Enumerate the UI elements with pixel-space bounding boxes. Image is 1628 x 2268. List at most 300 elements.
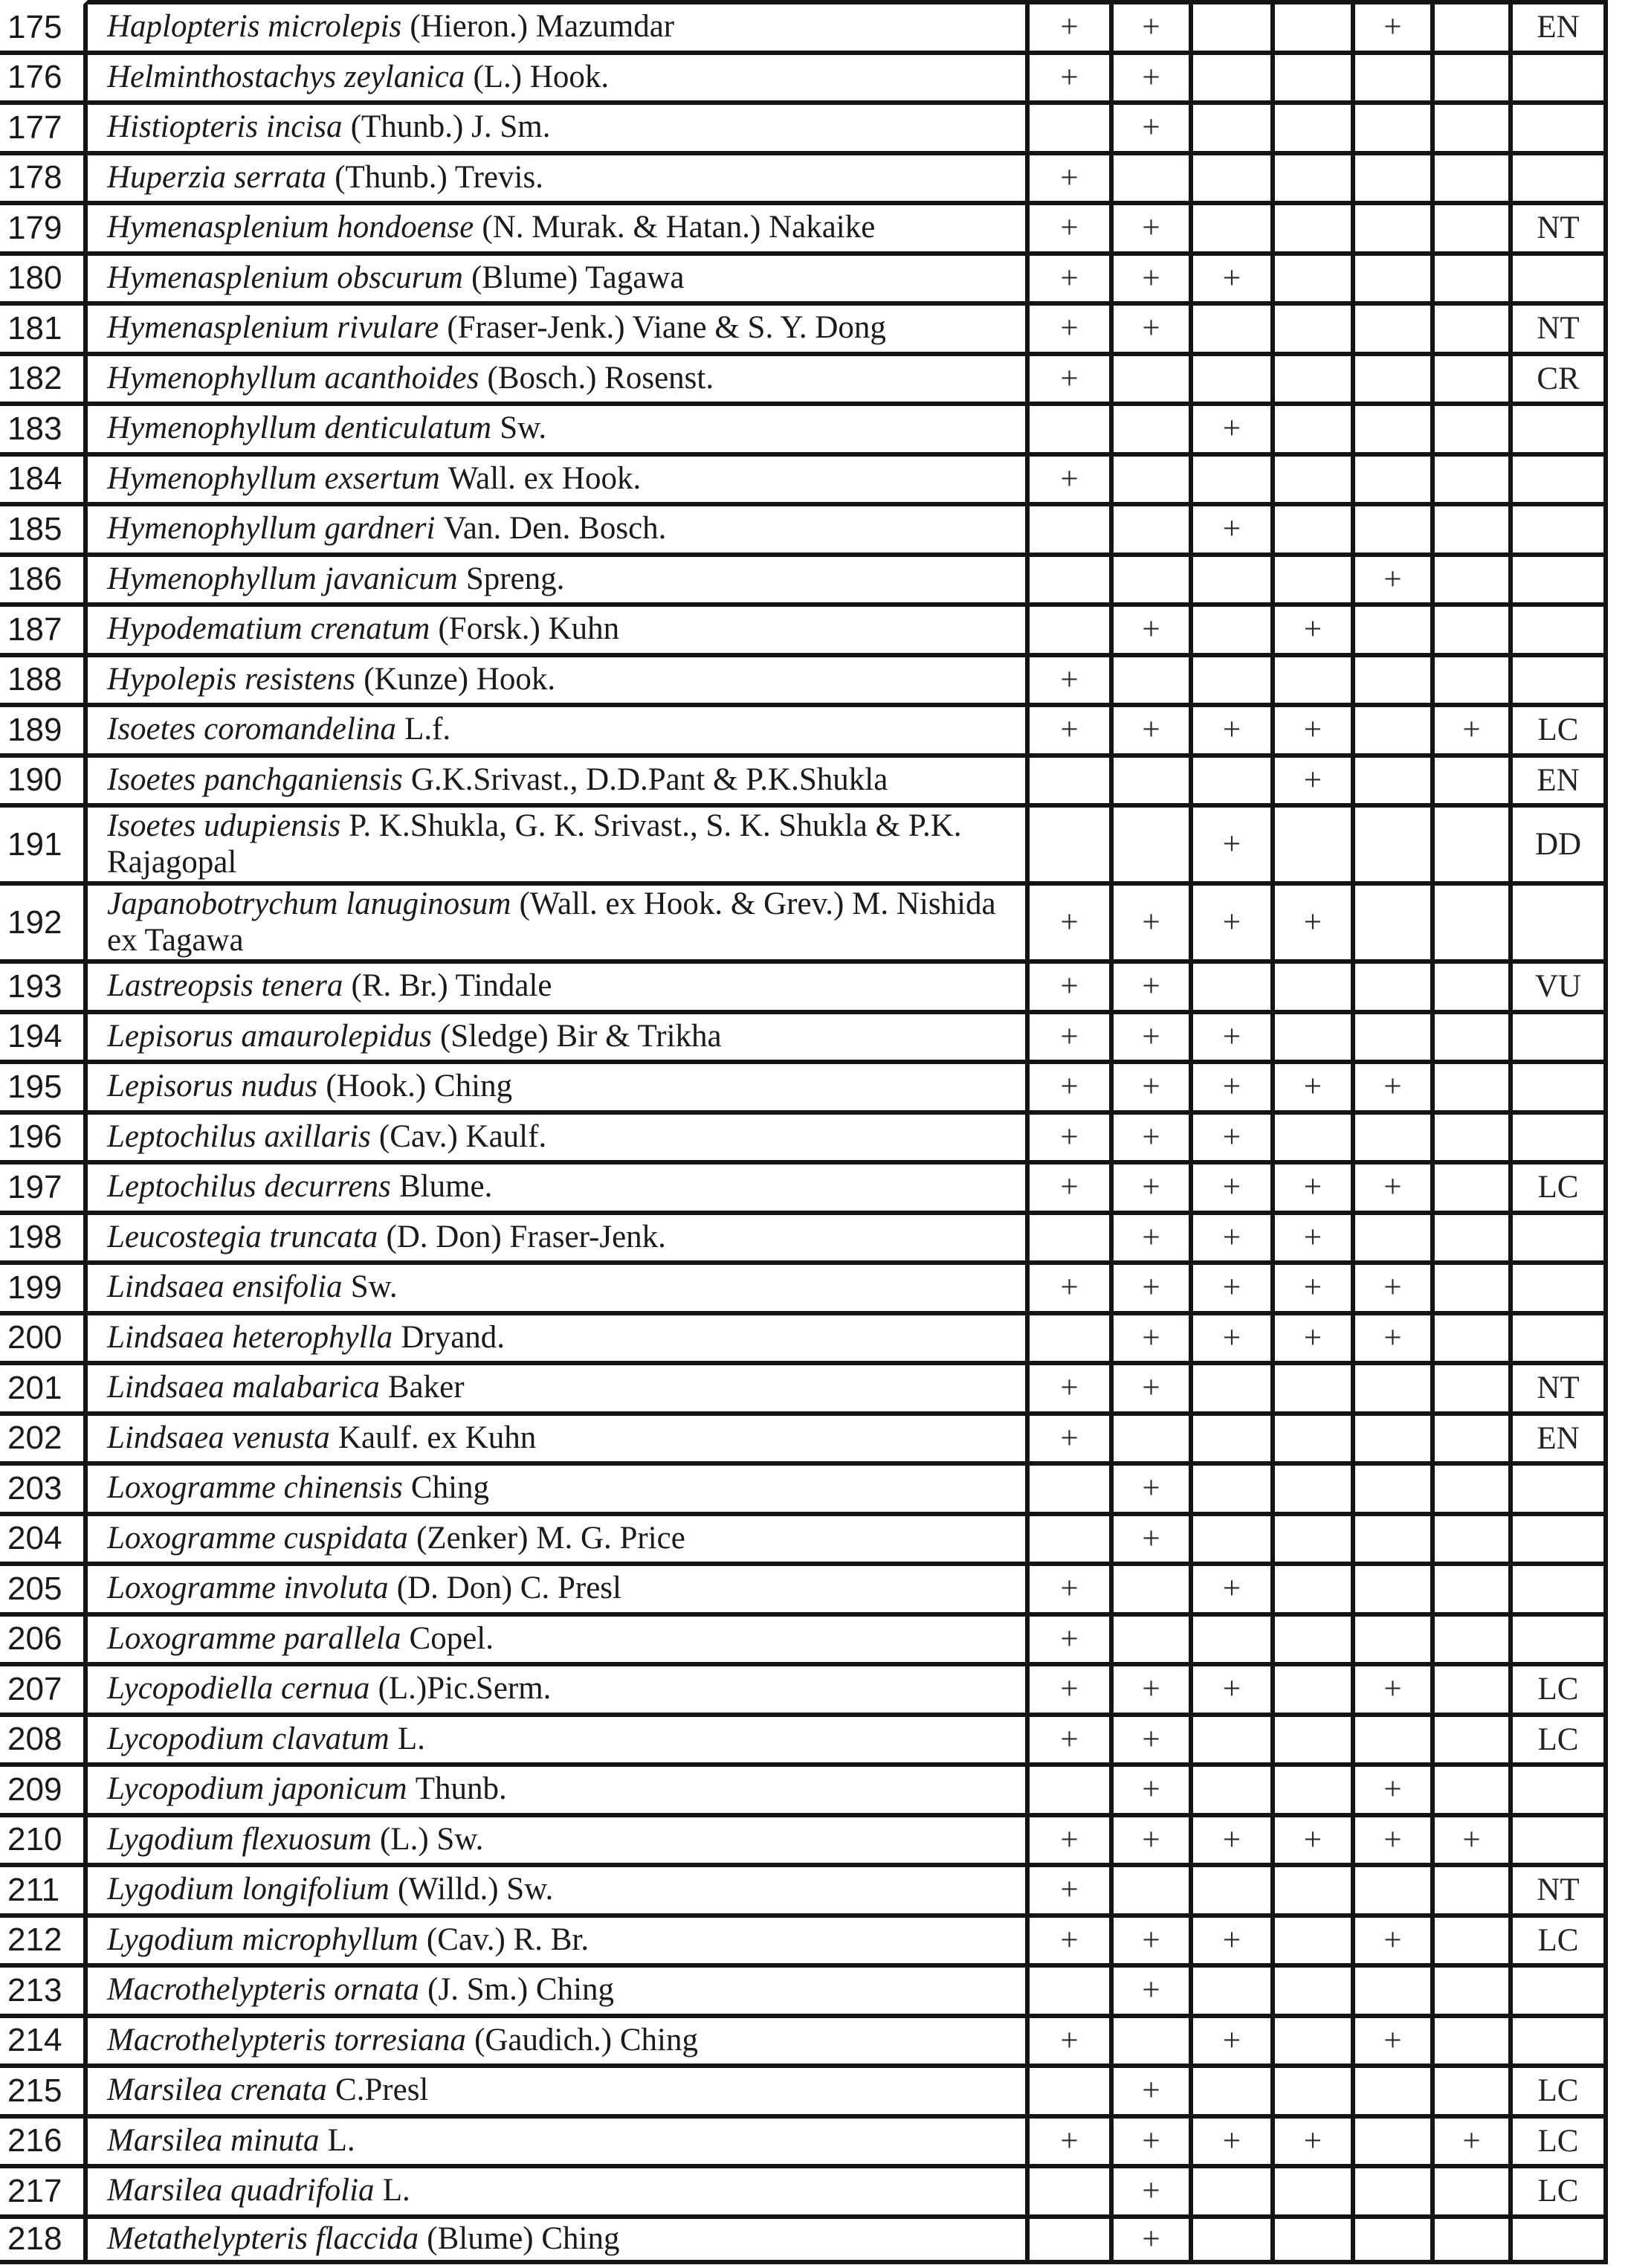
- presence-mark-cell-5: +: [1355, 552, 1435, 603]
- species-name-cell: [88, 1762, 1030, 1813]
- author-citation: (Cav.) Kaulf.: [378, 1118, 547, 1154]
- presence-mark-cell-5: [1355, 602, 1435, 653]
- iucn-status-cell: [1513, 1110, 1608, 1161]
- table-row: [0, 602, 1608, 653]
- table-row: [0, 653, 1608, 703]
- presence-mark-cell-6: +: [1435, 2114, 1513, 2165]
- presence-mark-cell-3: +: [1193, 1662, 1275, 1713]
- species-name-text: [107, 968, 552, 1005]
- table-row: [0, 100, 1608, 151]
- scientific-name: Loxogramme chinensis: [107, 1470, 403, 1506]
- scientific-name: Lindsaea heterophylla: [107, 1319, 393, 1355]
- presence-mark-cell-2: +: [1114, 1461, 1193, 1512]
- row-number-cell: 183: [0, 402, 88, 452]
- species-name-text: [107, 1922, 589, 1959]
- iucn-status-cell: NT: [1513, 201, 1608, 251]
- presence-mark-cell-3: +: [1193, 1260, 1275, 1311]
- table-row: [0, 1913, 1608, 1964]
- author-citation: (Hook.) Ching: [326, 1069, 513, 1104]
- iucn-status-cell: EN: [1513, 0, 1608, 51]
- presence-mark-cell-5: +: [1355, 1813, 1435, 1863]
- species-name-text: [107, 1019, 722, 1055]
- species-name-cell: [88, 1160, 1030, 1211]
- scientific-name: Lindsaea malabarica: [107, 1370, 380, 1405]
- iucn-status-cell: LC: [1513, 1662, 1608, 1713]
- iucn-status-cell: NT: [1513, 301, 1608, 352]
- row-number-cell: 201: [0, 1361, 88, 1411]
- table-row: [0, 1713, 1608, 1763]
- species-name-cell: [88, 1411, 1030, 1462]
- presence-mark-cell-2: +: [1114, 2064, 1193, 2114]
- presence-mark-cell-6: [1435, 2014, 1513, 2064]
- presence-mark-cell-3: +: [1193, 1562, 1275, 1612]
- presence-mark-cell-4: [1275, 1361, 1355, 1411]
- presence-mark-cell-3: [1193, 151, 1275, 202]
- iucn-status-cell: EN: [1513, 1411, 1608, 1462]
- species-name-text: [107, 2173, 410, 2209]
- iucn-status-cell: [1513, 1311, 1608, 1362]
- presence-mark-cell-1: +: [1030, 1010, 1114, 1060]
- presence-mark-cell-6: [1435, 452, 1513, 503]
- presence-mark-cell-3: +: [1193, 703, 1275, 753]
- presence-mark-cell-3: +: [1193, 1813, 1275, 1863]
- presence-mark-cell-5: [1355, 151, 1435, 202]
- species-name-cell: [88, 1813, 1030, 1863]
- iucn-status-cell: LC: [1513, 2114, 1608, 2165]
- author-citation: (Thunb.) Trevis.: [335, 159, 543, 195]
- presence-mark-cell-4: [1275, 201, 1355, 251]
- presence-mark-cell-6: [1435, 753, 1513, 804]
- presence-mark-cell-4: [1275, 1963, 1355, 2014]
- presence-mark-cell-4: [1275, 959, 1355, 1010]
- iucn-status-cell: [1513, 1461, 1608, 1512]
- species-name-text: [107, 1220, 666, 1256]
- presence-mark-cell-2: +: [1114, 1662, 1193, 1713]
- presence-mark-cell-2: +: [1114, 201, 1193, 251]
- presence-mark-cell-6: [1435, 301, 1513, 352]
- species-name-text: [107, 1370, 465, 1406]
- species-name-text: [107, 1621, 494, 1657]
- iucn-status-cell: [1513, 1211, 1608, 1261]
- presence-mark-cell-2: +: [1114, 251, 1193, 302]
- presence-mark-cell-6: [1435, 502, 1513, 552]
- presence-mark-cell-1: [1030, 100, 1114, 151]
- presence-mark-cell-2: +: [1114, 1512, 1193, 1562]
- species-name-text: [107, 1872, 553, 1908]
- table-row: [0, 1461, 1608, 1512]
- species-name-cell: [88, 1110, 1030, 1161]
- table-row: [0, 1612, 1608, 1663]
- scientific-name: Hymenophyllum acanthoides: [107, 360, 479, 396]
- scientific-name: Hymenasplenium hondoense: [107, 210, 474, 245]
- presence-mark-cell-2: +: [1114, 602, 1193, 653]
- presence-mark-cell-6: [1435, 881, 1513, 959]
- author-citation: L.: [397, 1721, 425, 1756]
- presence-mark-cell-1: +: [1030, 2014, 1114, 2064]
- row-number-cell: 184: [0, 452, 88, 503]
- species-name-text: [107, 1822, 483, 1858]
- presence-mark-cell-5: [1355, 1411, 1435, 1462]
- presence-mark-cell-1: +: [1030, 1813, 1114, 1863]
- presence-mark-cell-6: [1435, 1060, 1513, 1110]
- presence-mark-cell-6: [1435, 1361, 1513, 1411]
- presence-mark-cell-6: [1435, 1110, 1513, 1161]
- row-number-cell: 182: [0, 352, 88, 402]
- presence-mark-cell-4: [1275, 402, 1355, 452]
- row-number-cell: 178: [0, 151, 88, 202]
- presence-mark-cell-2: +: [1114, 1813, 1193, 1863]
- presence-mark-cell-5: [1355, 1512, 1435, 1562]
- presence-mark-cell-1: [1030, 602, 1114, 653]
- presence-mark-cell-3: +: [1193, 1110, 1275, 1161]
- species-name-text: [107, 1671, 551, 1707]
- species-name-cell: [88, 1963, 1030, 2014]
- table-row: [0, 1010, 1608, 1060]
- presence-mark-cell-1: [1030, 552, 1114, 603]
- scientific-name: Hymenasplenium rivulare: [107, 310, 439, 346]
- scientific-name: Lastreopsis tenera: [107, 968, 343, 1004]
- presence-mark-cell-3: [1193, 2064, 1275, 2114]
- presence-mark-cell-2: [1114, 151, 1193, 202]
- table-row: [0, 1813, 1608, 1863]
- species-name-text: [107, 1470, 489, 1507]
- presence-mark-cell-4: +: [1275, 1160, 1355, 1211]
- presence-mark-cell-1: +: [1030, 1260, 1114, 1311]
- presence-mark-cell-1: +: [1030, 1361, 1114, 1411]
- presence-mark-cell-4: [1275, 452, 1355, 503]
- iucn-status-cell: [1513, 653, 1608, 703]
- author-citation: (Gaudich.) Ching: [474, 2022, 698, 2058]
- table-row: [0, 803, 1608, 881]
- row-number-cell: 180: [0, 251, 88, 302]
- scientific-name: Leptochilus axillaris: [107, 1118, 371, 1154]
- iucn-status-cell: [1513, 1562, 1608, 1612]
- author-citation: G.K.Srivast., D.D.Pant & P.K.Shukla: [410, 761, 888, 797]
- presence-mark-cell-3: +: [1193, 881, 1275, 959]
- row-number-cell: 186: [0, 552, 88, 603]
- presence-mark-cell-1: [1030, 753, 1114, 804]
- species-name-cell: [88, 1913, 1030, 1964]
- table-row: [0, 51, 1608, 101]
- presence-mark-cell-5: [1355, 2214, 1435, 2265]
- presence-mark-cell-2: +: [1114, 51, 1193, 101]
- presence-mark-cell-3: +: [1193, 1211, 1275, 1261]
- presence-mark-cell-5: [1355, 1713, 1435, 1763]
- presence-mark-cell-1: +: [1030, 201, 1114, 251]
- presence-mark-cell-4: +: [1275, 1813, 1355, 1863]
- row-number-cell: 206: [0, 1612, 88, 1663]
- presence-mark-cell-2: [1114, 753, 1193, 804]
- presence-mark-cell-1: +: [1030, 1562, 1114, 1612]
- presence-mark-cell-3: [1193, 959, 1275, 1010]
- presence-mark-cell-4: [1275, 51, 1355, 101]
- species-name-cell: [88, 151, 1030, 202]
- author-citation: Sw.: [500, 410, 547, 446]
- row-number-cell: 198: [0, 1211, 88, 1261]
- row-number-cell: 187: [0, 602, 88, 653]
- scientific-name: Loxogramme involuta: [107, 1570, 389, 1606]
- presence-mark-cell-6: [1435, 1411, 1513, 1462]
- scientific-name: Lindsaea venusta: [107, 1420, 330, 1455]
- scientific-name: Hypodematium crenatum: [107, 611, 430, 647]
- presence-mark-cell-2: +: [1114, 959, 1193, 1010]
- species-name-cell: [88, 1662, 1030, 1713]
- presence-mark-cell-3: [1193, 452, 1275, 503]
- iucn-status-cell: CR: [1513, 352, 1608, 402]
- presence-mark-cell-1: [1030, 402, 1114, 452]
- author-citation: L.f.: [404, 712, 451, 747]
- author-citation: Thunb.: [415, 1771, 507, 1807]
- presence-mark-cell-6: [1435, 1160, 1513, 1211]
- species-name-text: [107, 2023, 698, 2059]
- presence-mark-cell-3: [1193, 352, 1275, 402]
- presence-mark-cell-5: [1355, 452, 1435, 503]
- species-name-text: [107, 2221, 619, 2258]
- table-row: [0, 2164, 1608, 2214]
- presence-mark-cell-3: [1193, 100, 1275, 151]
- presence-mark-cell-6: [1435, 402, 1513, 452]
- species-name-text: [107, 1972, 614, 2008]
- presence-mark-cell-2: [1114, 452, 1193, 503]
- presence-mark-cell-2: +: [1114, 2164, 1193, 2214]
- presence-mark-cell-2: +: [1114, 1963, 1193, 2014]
- presence-mark-cell-2: +: [1114, 1211, 1193, 1261]
- presence-mark-cell-2: +: [1114, 100, 1193, 151]
- table-row: [0, 201, 1608, 251]
- species-name-cell: [88, 552, 1030, 603]
- species-name-text: [107, 1570, 621, 1607]
- species-name-cell: [88, 703, 1030, 753]
- scientific-name: Isoetes panchganiensis: [107, 761, 403, 797]
- presence-mark-cell-1: [1030, 1461, 1114, 1512]
- presence-mark-cell-5: [1355, 2114, 1435, 2165]
- author-citation: (Blume) Tagawa: [471, 260, 685, 295]
- author-citation: (Blume) Ching: [427, 2220, 620, 2256]
- row-number-cell: 218: [0, 2214, 88, 2265]
- species-name-cell: [88, 1713, 1030, 1763]
- presence-mark-cell-1: +: [1030, 452, 1114, 503]
- species-name-cell: [88, 2064, 1030, 2114]
- row-number-cell: 192: [0, 881, 88, 959]
- presence-mark-cell-2: +: [1114, 2114, 1193, 2165]
- presence-mark-cell-2: +: [1114, 1311, 1193, 1362]
- species-name-text: [107, 1521, 685, 1557]
- scientific-name: Marsilea crenata: [107, 2072, 327, 2108]
- author-citation: (L.) Hook.: [473, 59, 610, 94]
- presence-mark-cell-2: +: [1114, 1110, 1193, 1161]
- presence-mark-cell-3: +: [1193, 803, 1275, 881]
- presence-mark-cell-5: [1355, 881, 1435, 959]
- presence-mark-cell-6: [1435, 1010, 1513, 1060]
- scientific-name: Lygodium flexuosum: [107, 1821, 372, 1857]
- species-name-text: [107, 2072, 428, 2109]
- table-row: [0, 301, 1608, 352]
- species-name-text: [107, 1721, 425, 1758]
- species-name-cell: [88, 2114, 1030, 2165]
- presence-mark-cell-2: +: [1114, 1160, 1193, 1211]
- presence-mark-cell-3: [1193, 1612, 1275, 1663]
- presence-mark-cell-3: +: [1193, 1160, 1275, 1211]
- presence-mark-cell-6: [1435, 959, 1513, 1010]
- iucn-status-cell: LC: [1513, 703, 1608, 753]
- table-row: [0, 1361, 1608, 1411]
- presence-mark-cell-4: +: [1275, 703, 1355, 753]
- table-row: [0, 2114, 1608, 2165]
- presence-mark-cell-3: [1193, 1512, 1275, 1562]
- presence-mark-cell-5: [1355, 2164, 1435, 2214]
- table-row: [0, 1963, 1608, 2014]
- presence-mark-cell-6: [1435, 602, 1513, 653]
- presence-mark-cell-1: [1030, 2214, 1114, 2265]
- presence-mark-cell-5: [1355, 2064, 1435, 2114]
- presence-mark-cell-4: +: [1275, 881, 1355, 959]
- scientific-name: Lygodium longifolium: [107, 1872, 390, 1907]
- table-row: [0, 1562, 1608, 1612]
- species-name-text: [107, 712, 450, 748]
- author-citation: (D. Don) C. Presl: [396, 1570, 621, 1606]
- scientific-name: Isoetes udupiensis: [107, 808, 341, 843]
- presence-mark-cell-1: +: [1030, 881, 1114, 959]
- table-row: [0, 1160, 1608, 1211]
- presence-mark-cell-4: [1275, 1612, 1355, 1663]
- presence-mark-cell-5: [1355, 1110, 1435, 1161]
- species-name-cell: [88, 959, 1030, 1010]
- presence-mark-cell-3: [1193, 1713, 1275, 1763]
- table-row: [0, 1411, 1608, 1462]
- author-citation: (J. Sm.) Ching: [427, 1972, 615, 2008]
- presence-mark-cell-4: [1275, 502, 1355, 552]
- author-citation: (D. Don) Fraser-Jenk.: [386, 1219, 666, 1254]
- species-name-text: [107, 461, 641, 497]
- table-row: [0, 251, 1608, 302]
- presence-mark-cell-6: +: [1435, 703, 1513, 753]
- presence-mark-cell-5: +: [1355, 1060, 1435, 1110]
- iucn-status-cell: LC: [1513, 2064, 1608, 2114]
- presence-mark-cell-5: [1355, 502, 1435, 552]
- author-citation: (L.) Sw.: [380, 1821, 484, 1857]
- presence-mark-cell-3: [1193, 301, 1275, 352]
- presence-mark-cell-6: [1435, 1662, 1513, 1713]
- iucn-status-cell: [1513, 1060, 1608, 1110]
- species-name-cell: [88, 1361, 1030, 1411]
- table-row: [0, 352, 1608, 402]
- presence-mark-cell-4: [1275, 2014, 1355, 2064]
- presence-mark-cell-1: +: [1030, 2114, 1114, 2165]
- presence-mark-cell-1: +: [1030, 352, 1114, 402]
- row-number-cell: 191: [0, 803, 88, 881]
- species-name-text: [107, 662, 555, 698]
- presence-mark-cell-1: +: [1030, 1160, 1114, 1211]
- presence-mark-cell-5: [1355, 753, 1435, 804]
- presence-mark-cell-2: +: [1114, 1713, 1193, 1763]
- row-number-cell: 216: [0, 2114, 88, 2165]
- presence-mark-cell-6: [1435, 1311, 1513, 1362]
- presence-mark-cell-5: +: [1355, 1260, 1435, 1311]
- presence-mark-cell-4: +: [1275, 2114, 1355, 2165]
- presence-mark-cell-1: [1030, 803, 1114, 881]
- presence-mark-cell-5: [1355, 1010, 1435, 1060]
- species-name-text: [107, 310, 886, 347]
- presence-mark-cell-5: [1355, 1562, 1435, 1612]
- presence-mark-cell-3: [1193, 0, 1275, 51]
- row-number-cell: 195: [0, 1060, 88, 1110]
- table-row: [0, 1060, 1608, 1110]
- presence-mark-cell-1: +: [1030, 1913, 1114, 1964]
- row-number-cell: 203: [0, 1461, 88, 1512]
- presence-mark-cell-1: +: [1030, 1662, 1114, 1713]
- author-citation: Copel.: [409, 1620, 494, 1656]
- presence-mark-cell-6: [1435, 1612, 1513, 1663]
- table-row: [0, 2064, 1608, 2114]
- presence-mark-cell-2: [1114, 1612, 1193, 1663]
- iucn-status-cell: [1513, 452, 1608, 503]
- presence-mark-cell-5: +: [1355, 1662, 1435, 1713]
- presence-mark-cell-3: [1193, 1361, 1275, 1411]
- presence-mark-cell-6: [1435, 653, 1513, 703]
- presence-mark-cell-6: [1435, 1963, 1513, 2014]
- presence-mark-cell-1: +: [1030, 959, 1114, 1010]
- row-number-cell: 200: [0, 1311, 88, 1362]
- presence-mark-cell-3: +: [1193, 502, 1275, 552]
- iucn-status-cell: [1513, 602, 1608, 653]
- row-number-cell: 207: [0, 1662, 88, 1713]
- table-row: [0, 502, 1608, 552]
- presence-mark-cell-1: +: [1030, 1060, 1114, 1110]
- species-name-cell: [88, 402, 1030, 452]
- row-number-cell: 193: [0, 959, 88, 1010]
- presence-mark-cell-4: [1275, 1010, 1355, 1060]
- scientific-name: Isoetes coromandelina: [107, 712, 396, 747]
- iucn-status-cell: LC: [1513, 1160, 1608, 1211]
- presence-mark-cell-3: +: [1193, 1311, 1275, 1362]
- species-name-text: [107, 1269, 398, 1306]
- species-name-cell: [88, 1060, 1030, 1110]
- presence-mark-cell-5: [1355, 959, 1435, 1010]
- author-citation: (Cav.) R. Br.: [426, 1921, 589, 1957]
- iucn-status-cell: [1513, 1813, 1608, 1863]
- iucn-status-cell: [1513, 1260, 1608, 1311]
- presence-mark-cell-3: +: [1193, 1913, 1275, 1964]
- author-citation: Spreng.: [465, 561, 565, 596]
- table-row: [0, 2014, 1608, 2064]
- row-number-cell: 189: [0, 703, 88, 753]
- presence-mark-cell-1: +: [1030, 301, 1114, 352]
- presence-mark-cell-2: +: [1114, 881, 1193, 959]
- species-name-text: [107, 1169, 492, 1205]
- presence-mark-cell-3: +: [1193, 2114, 1275, 2165]
- presence-mark-cell-2: +: [1114, 0, 1193, 51]
- author-citation: Blume.: [398, 1169, 493, 1205]
- scientific-name: Hypolepis resistens: [107, 661, 356, 697]
- presence-mark-cell-2: [1114, 352, 1193, 402]
- author-citation: Baker: [387, 1370, 465, 1405]
- species-name-text: [107, 210, 875, 246]
- presence-mark-cell-6: [1435, 1211, 1513, 1261]
- species-name-cell: [88, 1612, 1030, 1663]
- presence-mark-cell-4: +: [1275, 1211, 1355, 1261]
- row-number-cell: 185: [0, 502, 88, 552]
- presence-mark-cell-4: [1275, 1411, 1355, 1462]
- iucn-status-cell: [1513, 251, 1608, 302]
- table-row: [0, 1662, 1608, 1713]
- presence-mark-cell-2: [1114, 2014, 1193, 2064]
- scientific-name: Macrothelypteris ornata: [107, 1972, 419, 2008]
- author-citation: Kaulf. ex Kuhn: [337, 1420, 537, 1455]
- scientific-name: Huperzia serrata: [107, 159, 327, 195]
- row-number-cell: 205: [0, 1562, 88, 1612]
- presence-mark-cell-2: [1114, 1863, 1193, 1913]
- presence-mark-cell-2: [1114, 1411, 1193, 1462]
